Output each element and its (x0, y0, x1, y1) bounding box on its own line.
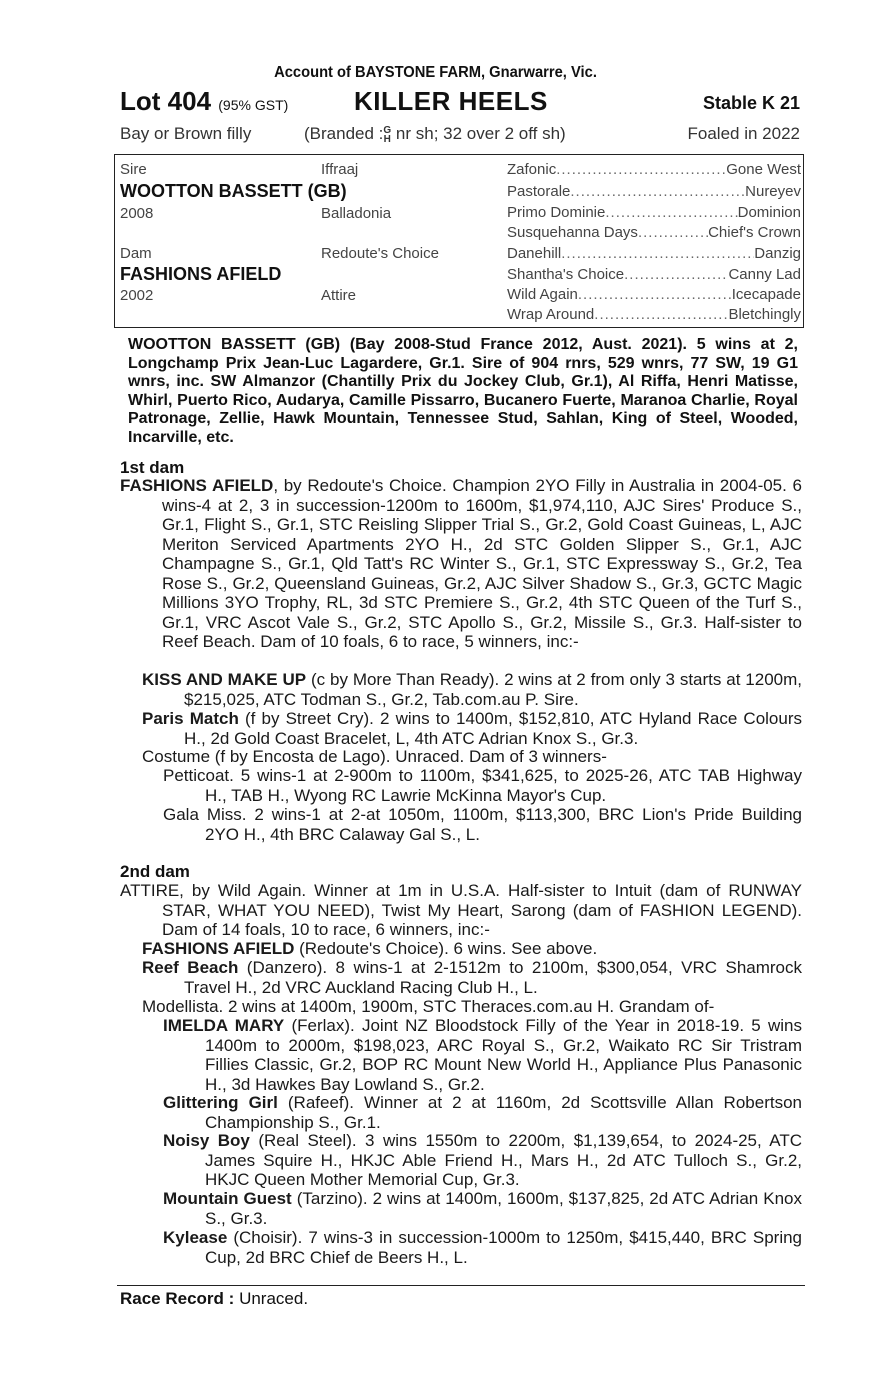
leader-dots (594, 306, 728, 323)
stable-number: Stable K 21 (702, 93, 800, 113)
dam-sire: Redoute's Choice (321, 245, 439, 262)
gen3-right: Bletchingly (728, 306, 801, 323)
progeny-name: Noisy Boy (163, 1131, 250, 1150)
sire-sire: Iffraaj (321, 161, 359, 178)
lot-number (120, 86, 288, 117)
second-dam-heading: 2nd dam (120, 862, 190, 881)
dam-label: Dam (120, 245, 152, 262)
race-record (120, 1289, 308, 1309)
progeny-entry (163, 1093, 802, 1132)
leader-dots (570, 183, 745, 200)
progeny-text: (Rafeef). Winner at 2 at 1160m, 2d Scottsville Allan Robertson Championship S., Gr.1. (205, 1093, 802, 1132)
gen3-row (507, 204, 801, 221)
leader-dots (605, 204, 737, 221)
progeny-entry (163, 1228, 802, 1267)
progeny-entry (163, 1189, 802, 1228)
progeny-text: (Tarzino). 2 wins at 1400m, 1600m, $137,825, 2d ATC Adrian Knox S., Gr.3. (205, 1189, 802, 1228)
brand-mark (383, 126, 391, 144)
leader-dots (556, 161, 726, 178)
progeny-entry: Modellista. 2 wins at 1400m, 1900m, STC Theraces.com.au H. Grandam of- (142, 997, 715, 1016)
progeny-text: (Real Steel). 3 wins 1550m to 2200m, $1,139,654, to 2024-25, ATC James Squire H., HKJC Able Friend H., Mars H., 2d ATC Tulloch S., Gr.2, HKJC Queen Mother Memorial Cup, Gr.3. (205, 1131, 802, 1189)
progeny-name: IMELDA MARY (163, 1016, 285, 1035)
sire-summary: WOOTTON BASSETT (GB) (Bay 2008-Stud France 2012, Aust. 2021). 5 wins at 2, Longchamp Prix Jean-Luc Lagardere, Gr.1. Sire of 904 rnrs, 529 wnrs, 77 SW, 19 G1 wnrs, inc. SW Almanzor (Chantilly Prix du Jockey Club, Gr.1), Al Riffa, Henri Matisse, Whirl, Puerto Rico, Audarya, Camille Pissarro, Bucanero Fuerte, Maranoa Charlie, Royal Patronage, Zellie, Hawk Mountain, Tennessee Stud, Sahlan, King of Steel, Wooded, Incarville, etc. (128, 336, 798, 446)
gen3-right: Canny Lad (728, 266, 801, 283)
gen3-row (507, 306, 801, 323)
horse-description: Bay or Brown filly (120, 124, 252, 143)
progeny-entry: Costume (f by Encosta de Lago). Unraced. Dam of 3 winners- (142, 747, 607, 766)
sire-name: WOOTTON BASSETT (GB) (120, 181, 347, 201)
gen3-right: Gone West (726, 161, 801, 178)
gen3-right: Icecapade (731, 286, 801, 303)
progeny-name: Kylease (163, 1228, 228, 1247)
horse-name: KILLER HEELS (354, 86, 548, 116)
race-record-label: Race Record : (120, 1289, 235, 1308)
dam-name: FASHIONS AFIELD (120, 264, 282, 284)
divider-rule (117, 1285, 805, 1286)
gen3-left: Zafonic (507, 161, 557, 178)
gen3-right: Nureyev (745, 183, 801, 200)
gen3-left: Wild Again (507, 286, 578, 303)
progeny-text: (f by Street Cry). 2 wins to 1400m, $152,810, ATC Hyland Race Colours H., 2d Gold Coast Bracelet, L, 4th ATC Adrian Knox S., Gr.3. (184, 709, 802, 748)
gen3-right: Chief's Crown (708, 224, 801, 241)
progeny-name: Paris Match (142, 709, 239, 728)
pedigree-table (114, 154, 804, 328)
foaled-year: Foaled in 2022 (687, 124, 800, 143)
leader-dots (578, 286, 732, 303)
progeny-text: (Danzero). 8 wins-1 at 2-1512m to 2100m, $300,054, VRC Shamrock Travel H., 2d VRC Auckland Racing Club H., L. (184, 958, 802, 997)
progeny-text: (Redoute's Choice). 6 wins. See above. (294, 939, 598, 958)
leader-dots (624, 266, 728, 283)
gen3-right: Dominion (737, 204, 801, 221)
gen3-left: Wrap Around (507, 306, 595, 323)
progeny-name: Mountain Guest (163, 1189, 292, 1208)
sire-dam: Balladonia (321, 205, 392, 222)
gst-note: (95% GST) (218, 97, 289, 113)
brand-suffix: nr sh; 32 over 2 off sh) (395, 124, 566, 143)
progeny-text: (c by More Than Ready). 2 wins at 2 from only 3 starts at 1200m, $215,025, ATC Todman S., Gr.2, Tab.com.au P. Sire. (184, 670, 802, 709)
progeny-name: KISS AND MAKE UP (142, 670, 307, 689)
dam-dam: Attire (321, 287, 357, 304)
gen3-row (507, 266, 801, 283)
first-dam-text: , by Redoute's Choice. Champion 2YO Filly in Australia in 2004-05. 6 wins-4 at 2, 3 in succession-1200m to 1600m, $1,974,110, AJC Sires' Produce S., Gr.1, Flight S., Gr.1, STC Reisling Slipper Trial S., Gr.2, Gold Coast Guineas, L, AJC Meriton Serviced Apartments 2YO H., 2d STC Golden Slipper S., Gr.1, AJC Champagne S., Gr.1, Qld Tatt's RC Winter S., Gr.1, STC Expressway S., Gr.2, Tea Rose S., Gr.2, Queensland Guineas, Gr.2, AJC Silver Shadow S., Gr.3, GCTC Magic Millions 3YO Trophy, RL, 3d STC Premiere S., Gr.2, 4th STC Queen of the Turf S., Gr.1, VRC Ascot Vale S., Gr.2, STC Apollo S., Gr.2, Missile S., Gr.3. Half-sister to Reef Beach. Dam of 10 foals, 6 to race, 5 winners, inc:- (162, 476, 802, 651)
sire-year: 2008 (120, 205, 154, 222)
lot-label: Lot 404 (120, 86, 212, 116)
progeny-entry (142, 709, 802, 748)
progeny-entry (163, 1016, 802, 1094)
sire-label: Sire (120, 161, 147, 178)
first-dam-paragraph (120, 476, 802, 652)
leader-dots (561, 245, 754, 262)
gen3-row (507, 224, 801, 241)
gen3-left: Primo Dominie (507, 204, 606, 221)
progeny-entry (142, 958, 802, 997)
gen3-left: Danehill (507, 245, 562, 262)
gen3-row (507, 161, 801, 178)
progeny-entry (163, 1131, 802, 1190)
progeny-entry (142, 939, 802, 959)
progeny-name: FASHIONS AFIELD (142, 939, 295, 958)
gen3-left: Pastorale (507, 183, 571, 200)
brand-top: G (383, 124, 392, 136)
race-record-value: Unraced. (239, 1289, 309, 1308)
gen3-row (507, 245, 801, 262)
brand-description (304, 124, 566, 144)
progeny-text: (Ferlax). Joint NZ Bloodstock Filly of the Year in 2018-19. 5 wins 1400m to 2000m, $198,023, ARC Royal S., Gr.2, Waikato RC Sir Tristram Fillies Classic, Gr.2, BOP RC Mount New World H., Appliance Plus Panasonic H., 3d Hawkes Bay Lowland S., Gr.2. (205, 1016, 802, 1094)
gen3-left: Susquehanna Days (507, 224, 638, 241)
brand-prefix: (Branded : (304, 124, 384, 143)
first-dam-heading: 1st dam (120, 458, 185, 477)
first-dam-name: FASHIONS AFIELD (120, 476, 274, 495)
dam-year: 2002 (120, 287, 154, 304)
vendor-account: Account of BAYSTONE FARM, Gnarwarre, Vic. (274, 64, 597, 81)
progeny-name: Reef Beach (142, 958, 239, 977)
progeny-entry (142, 670, 802, 709)
progeny-entry: Gala Miss. 2 wins-1 at 2-at 1050m, 1100m, $113,300, BRC Lion's Pride Building 2YO H., 4th BRC Calaway Gal S., L. (163, 805, 802, 844)
gen3-right: Danzig (754, 245, 801, 262)
progeny-entry: Petticoat. 5 wins-1 at 2-900m to 1100m, $341,625, to 2025-26, ATC TAB Highway H., TAB H., Wyong RC Lawrie McKinna Mayor's Cup. (163, 766, 802, 805)
leader-dots (638, 224, 708, 241)
gen3-row (507, 286, 801, 303)
gen3-row (507, 183, 801, 200)
progeny-text: (Choisir). 7 wins-3 in succession-1000m to 1250m, $415,440, BRC Spring Cup, 2d BRC Chief de Beers H., L. (205, 1228, 802, 1267)
progeny-name: Glittering Girl (163, 1093, 278, 1112)
brand-bottom: H (383, 133, 391, 145)
gen3-left: Shantha's Choice (507, 266, 625, 283)
second-dam-paragraph: ATTIRE, by Wild Again. Winner at 1m in U.S.A. Half-sister to Intuit (dam of RUNWAY STAR, WHAT YOU NEED), Twist My Heart, Sarong (dam of FASHION LEGEND). Dam of 14 foals, 10 to race, 6 winners, inc:- (120, 881, 802, 939)
